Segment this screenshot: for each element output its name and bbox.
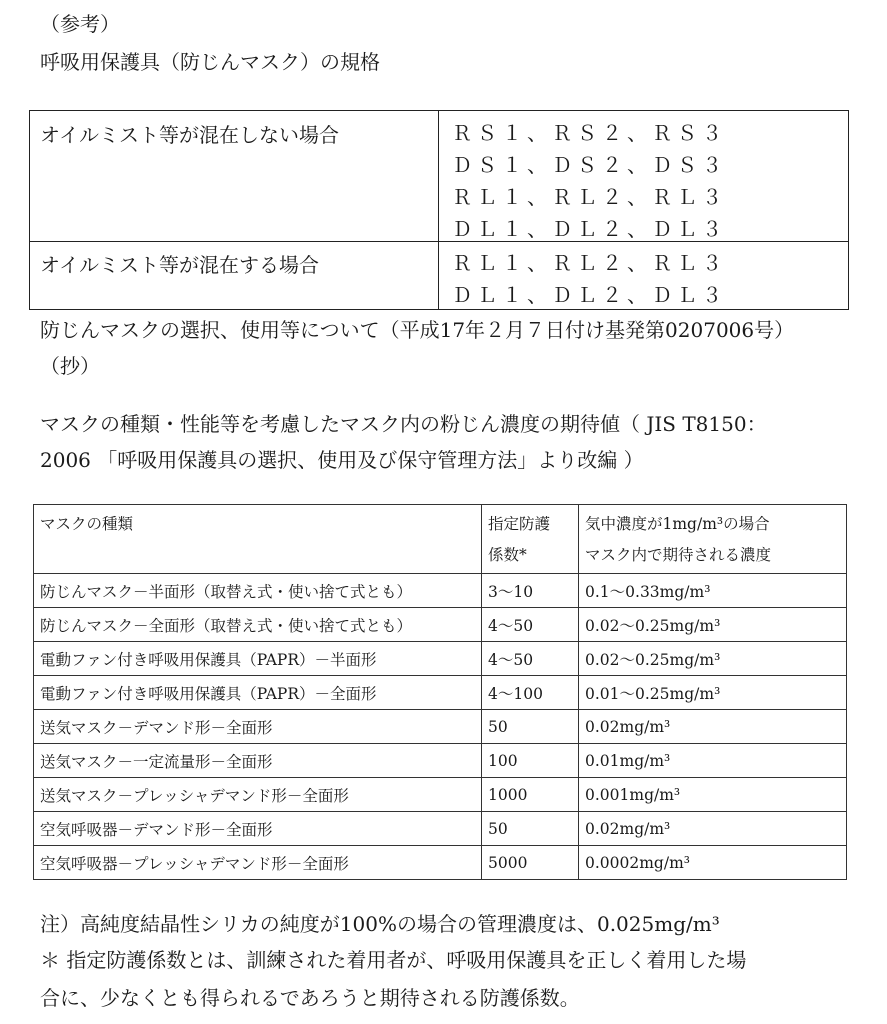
concentration-cell: 0.01～0.25mg/m³ xyxy=(579,676,847,710)
header-factor-line1: 指定防護 xyxy=(488,515,551,533)
type-line: ＤＬ１、ＤＬ２、ＤＬ３ xyxy=(452,217,727,241)
mask-type-cell: 防じんマスク－全面形（取替え式・使い捨て式とも） xyxy=(34,608,482,642)
table-row xyxy=(34,642,847,676)
condition-cell: オイルミスト等が混在する場合 xyxy=(40,253,319,277)
type-line: ＲＬ１、ＲＬ２、ＲＬ３ xyxy=(452,185,727,209)
table-row xyxy=(34,608,847,642)
table-row xyxy=(34,574,847,608)
protection-factor-cell: 50 xyxy=(482,710,579,744)
protection-factor-cell: 4～50 xyxy=(482,608,579,642)
table-row xyxy=(34,778,847,812)
protection-factor-cell: 5000 xyxy=(482,846,579,880)
table-row xyxy=(34,676,847,710)
header-concentration xyxy=(579,505,847,574)
concentration-cell: 0.02～0.25mg/m³ xyxy=(579,608,847,642)
table-row xyxy=(34,710,847,744)
header-conc-line2: マスク内で期待される濃度 xyxy=(585,546,772,564)
note-protection-factor: ＊ 指定防護係数とは、訓練された着用者が、呼吸用保護具を正しく着用した場 xyxy=(40,948,747,972)
mask-type-cell: 送気マスク－デマンド形－全面形 xyxy=(34,710,482,744)
condition-cell: オイルミスト等が混在しない場合 xyxy=(40,123,339,147)
reference-label: （参考） xyxy=(40,12,120,36)
protection-factor-cell: 3～10 xyxy=(482,574,579,608)
table-row xyxy=(34,846,847,880)
expected-values-heading: マスクの種類・性能等を考慮したマスク内の粉じん濃度の期待値（ JIS T8150： xyxy=(40,412,767,436)
circular-reference: 防じんマスクの選択、使用等について（平成17年２月７日付け基発第0207006号） xyxy=(40,318,795,342)
page-title: 呼吸用保護具（防じんマスク）の規格 xyxy=(40,50,380,74)
protection-factor-cell: 4～50 xyxy=(482,642,579,676)
concentration-cell: 0.02～0.25mg/m³ xyxy=(579,642,847,676)
mask-type-cell: 空気呼吸器－デマンド形－全面形 xyxy=(34,812,482,846)
protection-factor-cell: 50 xyxy=(482,812,579,846)
header-type: マスクの種類 xyxy=(34,505,482,574)
protection-factor-cell: 4～100 xyxy=(482,676,579,710)
mask-type-cell: 電動ファン付き呼吸用保護具（PAPR）－半面形 xyxy=(34,642,482,676)
table-row xyxy=(34,744,847,778)
types-cell xyxy=(452,247,727,311)
mask-type-cell: 送気マスク－プレッシャデマンド形－全面形 xyxy=(34,778,482,812)
type-line: ＲＬ１、ＲＬ２、ＲＬ３ xyxy=(452,251,727,275)
concentration-cell: 0.0002mg/m³ xyxy=(579,846,847,880)
mask-type-cell: 空気呼吸器－プレッシャデマンド形－全面形 xyxy=(34,846,482,880)
standards-table xyxy=(29,110,849,310)
protection-factor-cell: 100 xyxy=(482,744,579,778)
concentration-cell: 0.01mg/m³ xyxy=(579,744,847,778)
type-line: ＤＬ１、ＤＬ２、ＤＬ３ xyxy=(452,283,727,307)
note-silica: 注）高純度結晶性シリカの純度が100%の場合の管理濃度は、0.025mg/m³ xyxy=(40,912,720,936)
note-protection-factor-cont: 合に、少なくとも得られるであろうと期待される防護係数。 xyxy=(40,986,580,1010)
table-row xyxy=(34,812,847,846)
header-factor-line2: 係数* xyxy=(488,546,527,564)
concentration-cell: 0.02mg/m³ xyxy=(579,812,847,846)
type-line: ＤＳ１、ＤＳ２、ＤＳ３ xyxy=(452,153,727,177)
table-row xyxy=(30,241,848,309)
header-factor xyxy=(482,505,579,574)
concentration-cell: 0.02mg/m³ xyxy=(579,710,847,744)
circular-excerpt: （抄） xyxy=(40,354,100,378)
protection-factor-cell: 1000 xyxy=(482,778,579,812)
mask-table xyxy=(33,504,847,880)
table-header-row xyxy=(34,505,847,574)
mask-type-cell: 送気マスク－一定流量形－全面形 xyxy=(34,744,482,778)
mask-type-cell: 防じんマスク－半面形（取替え式・使い捨て式とも） xyxy=(34,574,482,608)
header-conc-line1: 気中濃度が1mg/m³の場合 xyxy=(585,515,770,533)
concentration-cell: 0.001mg/m³ xyxy=(579,778,847,812)
concentration-cell: 0.1～0.33mg/m³ xyxy=(579,574,847,608)
type-line: ＲＳ１、ＲＳ２、ＲＳ３ xyxy=(452,121,727,145)
types-cell xyxy=(452,117,727,245)
table-row xyxy=(30,111,848,242)
mask-type-cell: 電動ファン付き呼吸用保護具（PAPR）－全面形 xyxy=(34,676,482,710)
expected-values-heading-cont: 2006 「呼吸用保護具の選択、使用及び保守管理方法」より改編 ） xyxy=(40,448,644,472)
